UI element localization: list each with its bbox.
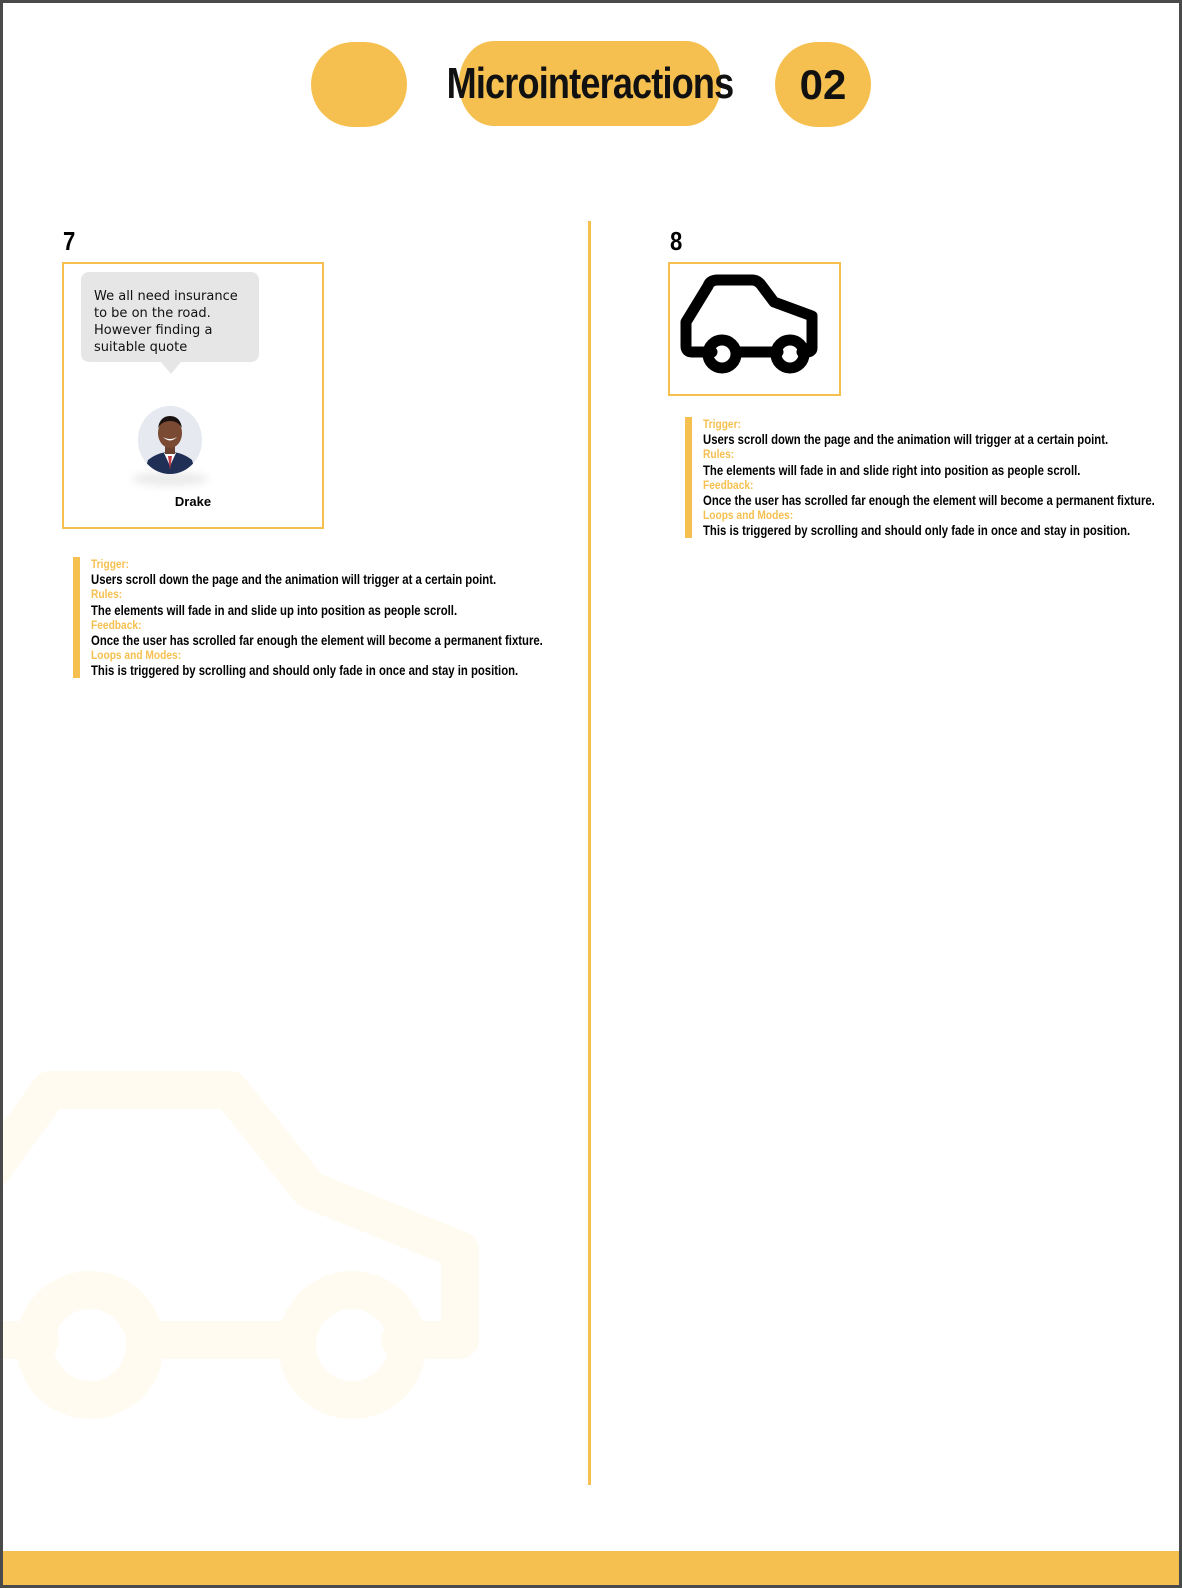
feedback-text: Once the user has scrolled far enough the element will become a permanent fixture. xyxy=(91,633,543,649)
section-number: 7 xyxy=(63,226,76,256)
rules-label: Rules: xyxy=(703,447,735,462)
trigger-label: Trigger: xyxy=(703,417,741,431)
rules-text: The elements will fade in and slide up into position as people scroll. xyxy=(91,602,458,618)
loops-label: Loops and Modes: xyxy=(703,508,794,523)
trigger-label: Trigger: xyxy=(91,557,129,571)
microinteraction-details xyxy=(685,417,1165,538)
loops-text: This is triggered by scrolling and should only fade in once and stay in position. xyxy=(91,663,519,679)
car-icon-demo xyxy=(668,262,841,396)
avatar xyxy=(138,406,202,474)
car-icon xyxy=(670,264,839,394)
section-number: 8 xyxy=(670,226,683,256)
page-title-text: Microinteractions xyxy=(446,58,734,108)
trigger-text: Users scroll down the page and the animation will trigger at a certain point. xyxy=(703,432,1109,448)
column-divider xyxy=(588,221,591,1485)
testimonial-demo xyxy=(62,262,324,529)
person-photo-icon xyxy=(138,406,202,474)
footer-bar xyxy=(0,1551,1182,1588)
loops-text: This is triggered by scrolling and should only fade in once and stay in position. xyxy=(703,523,1131,539)
feedback-text: Once the user has scrolled far enough the element will become a permanent fixture. xyxy=(703,493,1155,509)
page-number: 02 xyxy=(775,42,871,127)
rules-label: Rules: xyxy=(91,587,123,602)
loops-label: Loops and Modes: xyxy=(91,648,182,663)
avatar-name: Drake xyxy=(174,494,212,509)
feedback-label: Feedback: xyxy=(703,477,754,492)
car-watermark-icon xyxy=(0,1050,500,1450)
rules-text: The elements will fade in and slide right into position as people scroll. xyxy=(703,462,1081,478)
header-pill-blank xyxy=(311,42,407,127)
trigger-text: Users scroll down the page and the animation will trigger at a certain point. xyxy=(91,572,497,588)
page-title xyxy=(446,41,734,126)
speech-bubble: We all need insurance to be on the road. However finding a suitable quote xyxy=(81,272,259,362)
microinteraction-details xyxy=(73,557,593,678)
avatar-shadow xyxy=(132,472,208,486)
feedback-label: Feedback: xyxy=(91,617,142,632)
